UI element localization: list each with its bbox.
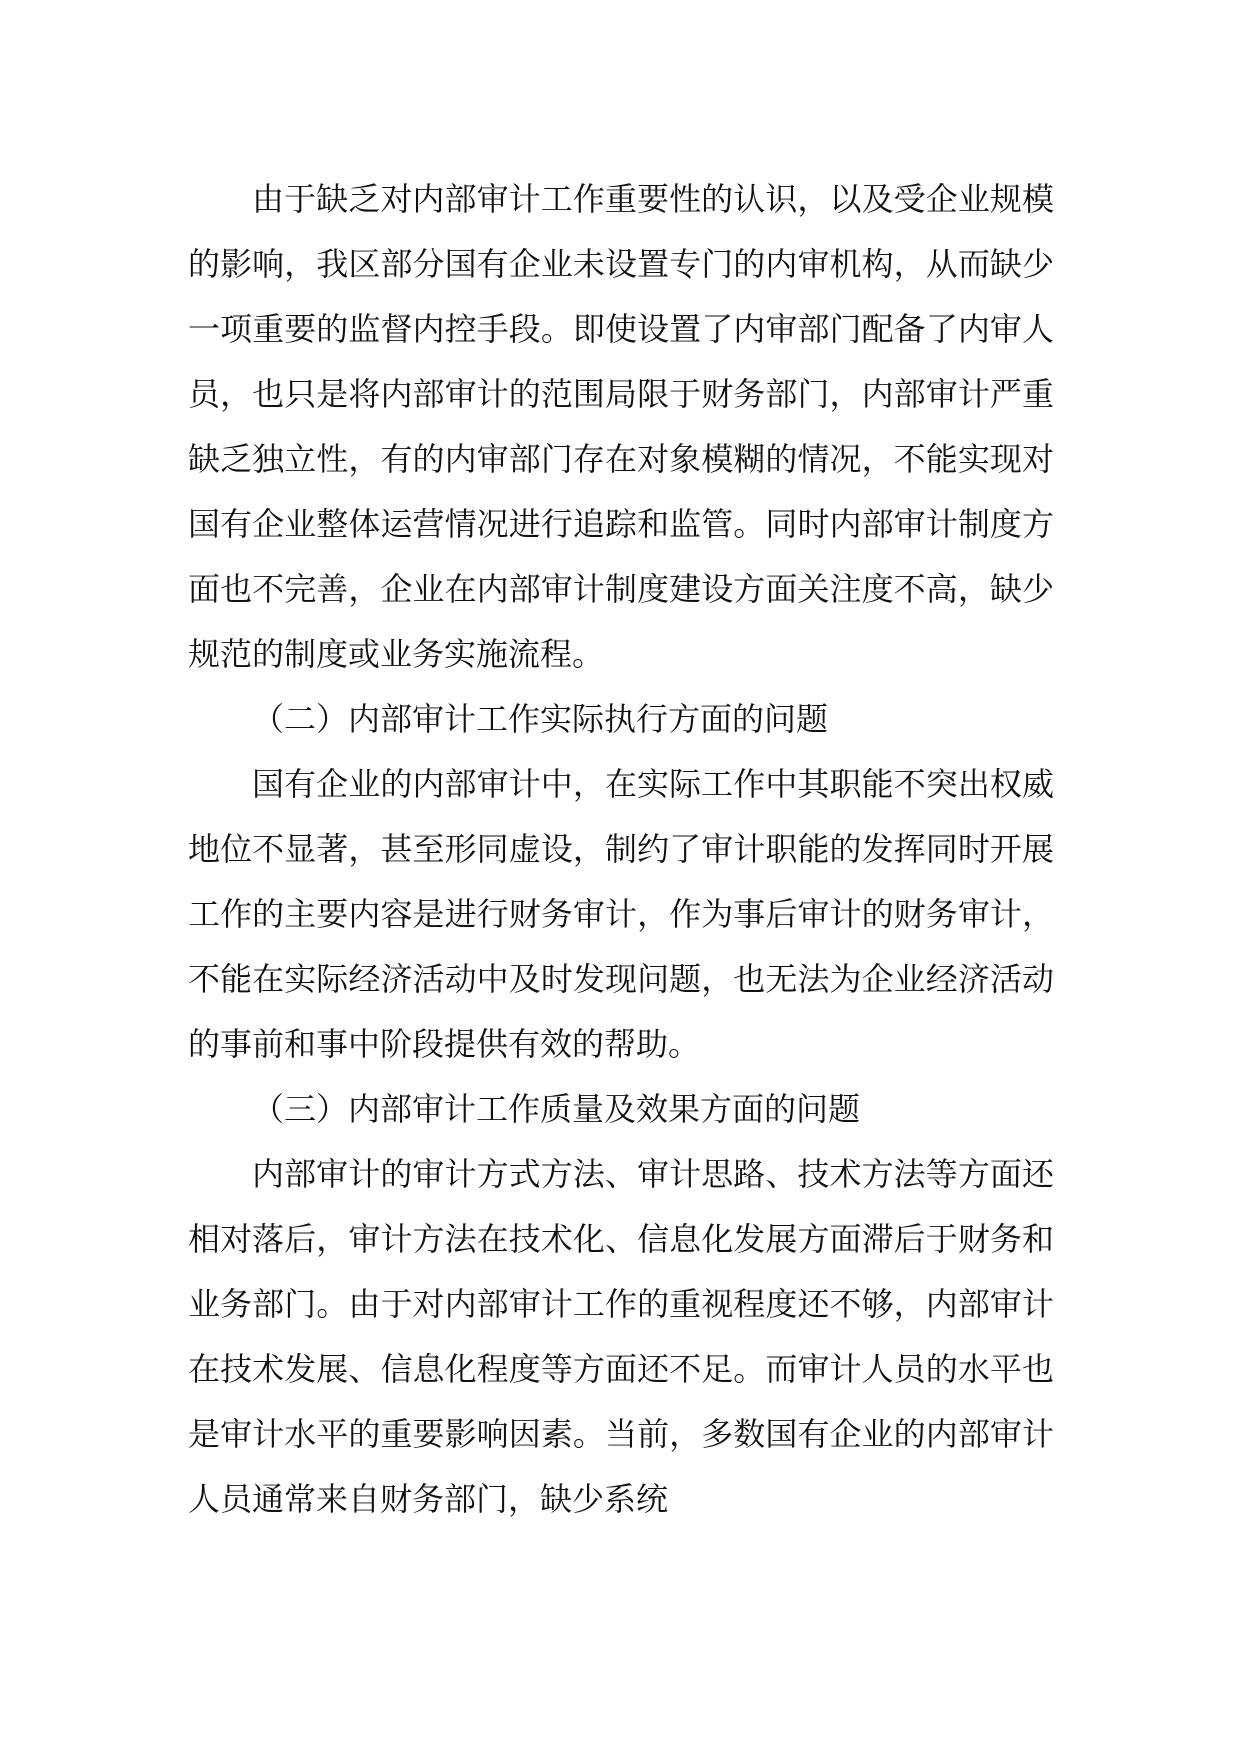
document-body: [188, 167, 1054, 1532]
paragraph-execution-issues: 国有企业的内部审计中，在实际工作中其职能不突出权威地位不显著，甚至形同虚设，制约了审计职能的发挥同时开展工作的主要内容是进行财务审计，作为事后审计的财务审计，不能在实际经济活动中及时发现问题，也无法为企业经济活动的事前和事中阶段提供有效的帮助。: [188, 765, 1054, 1063]
section-heading-quality-issues: （三）内部审计工作质量及效果方面的问题: [252, 1090, 861, 1128]
paragraph-internal-audit-awareness: 由于缺乏对内部审计工作重要性的认识，以及受企业规模的影响，我区部分国有企业未设置专门的内审机构，从而缺少一项重要的监督内控手段。即使设置了内审部门配备了内审人员，也只是将内部审计的范围局限于财务部门，内部审计严重缺乏独立性，有的内审部门存在对象模糊的情况，不能实现对国有企业整体运营情况进行追踪和监管。同时内部审计制度方面也不完善，企业在内部审计制度建设方面关注度不高，缺少规范的制度或业务实施流程。: [188, 180, 1054, 673]
paragraph-quality-issues: 内部审计的审计方式方法、审计思路、技术方法等方面还相对落后，审计方法在技术化、信息化发展方面滞后于财务和业务部门。由于对内部审计工作的重视程度还不够，内部审计在技术发展、信息化程度等方面还不足。而审计人员的水平也是审计水平的重要影响因素。当前，多数国有企业的内部审计人员通常来自财务部门，缺少系统: [188, 1155, 1054, 1518]
section-heading-execution-issues: （二）内部审计工作实际执行方面的问题: [252, 700, 829, 738]
